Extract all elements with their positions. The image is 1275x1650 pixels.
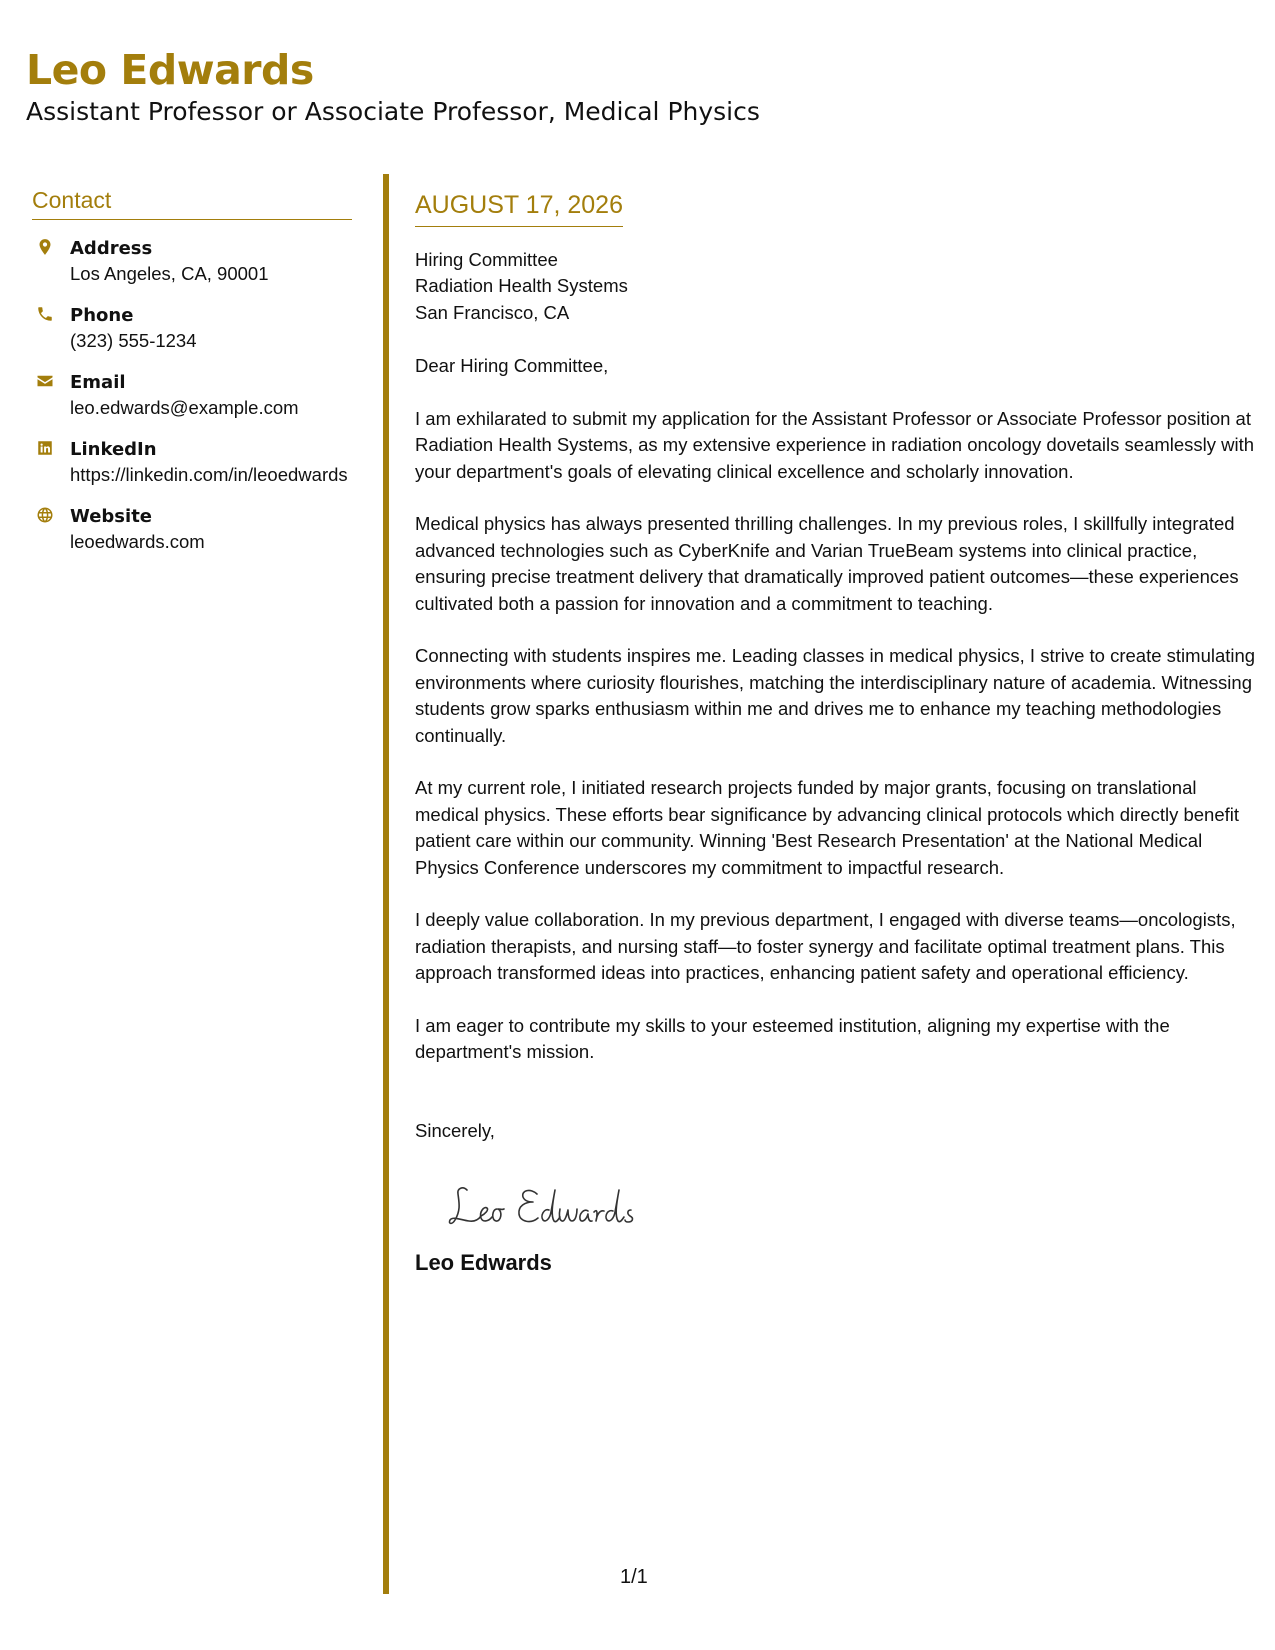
map-pin-icon — [34, 236, 56, 258]
contact-phone-label: Phone — [70, 305, 134, 327]
recipient-line: San Francisco, CA — [415, 301, 570, 323]
applicant-name: Leo Edwards — [26, 46, 314, 94]
contact-linkedin-label: LinkedIn — [70, 439, 157, 461]
letter-paragraph: Connecting with students inspires me. Leading classes in medical physics, I strive to create stimulating environments where curiosity flourishes, matching the interdisciplinary nature of academia. Witnessing students grow sparks enthusiasm within me and drives me to enhance my teaching methodologies continually. — [415, 645, 1256, 746]
contact-address-label: Address — [70, 238, 153, 260]
linkedin-icon — [34, 437, 56, 459]
letter-paragraph: I deeply value collaboration. In my previous department, I engaged with diverse teams—oncologists, radiation therapists, and nursing staff—to foster synergy and facilitate optimal treatment plans. This approach transformed ideas into practices, enhancing patient safety and operational efficiency. — [415, 909, 1236, 983]
contact-phone — [32, 303, 352, 353]
recipient-line: Hiring Committee — [415, 248, 558, 270]
contact-website-label: Website — [70, 506, 153, 528]
letter-paragraph: At my current role, I initiated research projects funded by major grants, focusing on translational medical physics. These efforts bear significance by advancing clinical protocols which directly benefit patient care within our community. Winning 'Best Research Presentation' at the National Medical Physics Conference underscores my commitment to impactful research. — [415, 777, 1240, 878]
recipient-line: Radiation Health Systems — [415, 275, 628, 296]
closing: Sincerely, — [415, 1119, 495, 1141]
letter-paragraph: I am eager to contribute my skills to your esteemed institution, aligning my expertise with the department's mission. — [415, 1014, 1170, 1062]
globe-icon — [34, 504, 56, 526]
phone-icon — [34, 303, 56, 325]
contact-email — [32, 370, 352, 420]
salutation: Dear Hiring Committee, — [415, 355, 609, 376]
contact-heading: Contact — [32, 188, 352, 220]
page-number: 1/1 — [620, 1566, 648, 1588]
contact-website — [32, 504, 352, 554]
recipient-block — [415, 247, 1257, 327]
letter-header — [26, 46, 760, 129]
contact-address-value: Los Angeles, CA, 90001 — [70, 263, 269, 285]
contact-phone-value: (323) 555-1234 — [70, 330, 197, 352]
signer-name: Leo Edwards — [415, 1250, 552, 1275]
letter-paragraph: Medical physics has always presented thrilling challenges. In my previous roles, I skillfully integrated advanced technologies such as CyberKnife and Varian TrueBeam systems into clinical practice, ensuring precise treatment delivery that dramatically improved patient outcomes—these experiences cultivated both a passion for innovation and a commitment to teaching. — [415, 513, 1239, 614]
contact-address — [32, 236, 352, 286]
contact-email-label: Email — [70, 372, 126, 394]
column-divider — [383, 174, 389, 1594]
applicant-job-title: Assistant Professor or Associate Professor, Medical Physics — [26, 97, 760, 127]
envelope-icon — [34, 370, 56, 392]
handwritten-signature — [445, 1176, 1257, 1236]
contact-sidebar — [32, 188, 352, 571]
contact-linkedin — [32, 437, 352, 487]
letter-body — [415, 192, 1257, 1276]
contact-website-value[interactable]: leoedwards.com — [70, 531, 205, 553]
letter-paragraph: I am exhilarated to submit my application for the Assistant Professor or Associate Professor position at Radiation Health Systems, as my extensive experience in radiation oncology dovetails seamlessly with your department's goals of elevating clinical excellence and scholarly innovation. — [415, 407, 1255, 482]
contact-email-value[interactable]: leo.edwards@example.com — [70, 397, 299, 419]
letter-date: AUGUST 17, 2026 — [415, 192, 623, 227]
contact-linkedin-value[interactable]: https://linkedin.com/in/leoedwards — [70, 464, 348, 486]
